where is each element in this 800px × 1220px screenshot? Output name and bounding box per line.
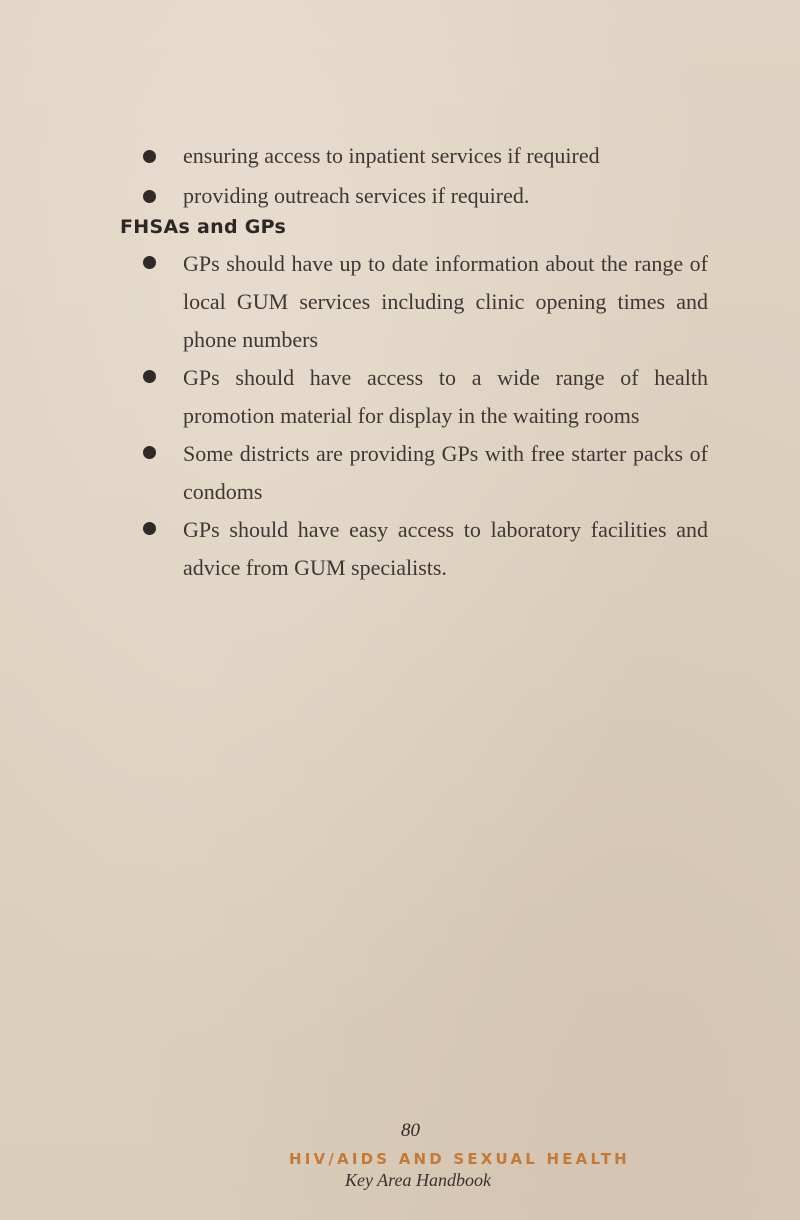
list-item-text: GPs should have easy access to laboratory facilities and advice from GUM specialists. bbox=[183, 517, 708, 580]
list-item bbox=[183, 179, 723, 213]
bullet-icon bbox=[143, 150, 156, 163]
page-number: 80 bbox=[401, 1120, 420, 1141]
list-item bbox=[183, 511, 708, 587]
bullet-icon bbox=[143, 446, 156, 459]
footer-title: HIV/AIDS AND SEXUAL HEALTH bbox=[289, 1150, 630, 1168]
bullet-icon bbox=[143, 522, 156, 535]
section-bullet-list bbox=[183, 245, 708, 587]
list-item-text: GPs should have up to date information about the range of local GUM services including clinic opening times and phone numbers bbox=[183, 251, 708, 352]
bullet-icon bbox=[143, 190, 156, 203]
list-item bbox=[183, 359, 708, 435]
list-item-text: ensuring access to inpatient services if required bbox=[183, 143, 600, 168]
list-item-text: Some districts are providing GPs with free starter packs of condoms bbox=[183, 441, 708, 504]
list-item bbox=[183, 245, 708, 359]
bullet-icon bbox=[143, 370, 156, 383]
list-item-text: GPs should have access to a wide range of health promotion material for display in the waiting rooms bbox=[183, 365, 708, 428]
list-item bbox=[183, 139, 723, 173]
footer-subtitle: Key Area Handbook bbox=[345, 1170, 491, 1190]
section-heading: FHSAs and GPs bbox=[120, 216, 287, 238]
top-bullet-list bbox=[183, 139, 723, 219]
bullet-icon bbox=[143, 256, 156, 269]
list-item-text: providing outreach services if required. bbox=[183, 183, 530, 208]
list-item bbox=[183, 435, 708, 511]
